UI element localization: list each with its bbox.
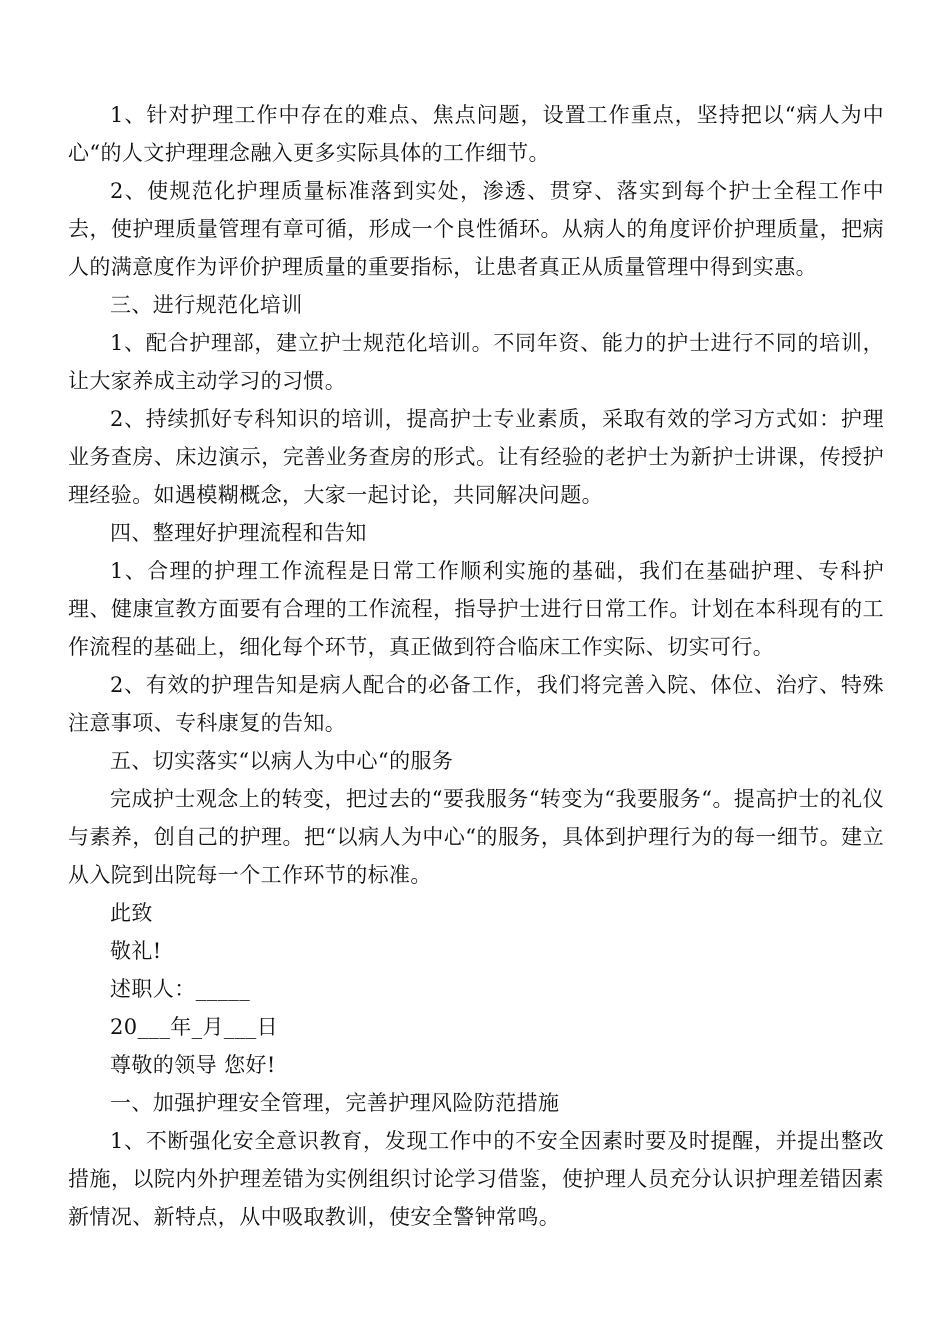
paragraph-8: 1、不断强化安全意识教育，发现工作中的不安全因素时要及时提醒，并提出整改措施，以院内外护理差错为实例组织讨论学习借鉴，使护理人员充分认识护理差错因素新情况、新特点，从中吸取教训，使安全警钟常鸣。: [68, 1129, 884, 1229]
section-heading-workflow: 四、整理好护理流程和告知: [110, 521, 367, 545]
section-heading-safety: 一、加强护理安全管理，完善护理风险防范措施: [110, 1091, 560, 1115]
paragraph-5: 1、合理的护理工作流程是日常工作顺利实施的基础，我们在基础护理、专科护理、健康宣教方面要有合理的工作流程，指导护士进行日常工作。计划在本科现有的工作流程的基础上，细化每个环节，真正做到符合临床工作实际、切实可行。: [68, 559, 884, 659]
paragraph-1: 1、针对护理工作中存在的难点、焦点问题，设置工作重点，坚持把以“病人为中心“的人文护理理念融入更多实际具体的工作细节。: [68, 103, 884, 165]
paragraph-3: 1、配合护理部，建立护士规范化培训。不同年资、能力的护士进行不同的培训，让大家养成主动学习的习惯。: [68, 331, 884, 393]
closing-salutation: 此致: [110, 901, 153, 925]
date-line: 20___年_月___日: [110, 1015, 279, 1039]
section-heading-training: 三、进行规范化培训: [110, 293, 303, 317]
paragraph-7: 完成护士观念上的转变，把过去的“要我服务“转变为“我要服务“。提高护士的礼仪与素养，创自己的护理。把“以病人为中心“的服务，具体到护理行为的每一细节。建立从入院到出院每一个工作环节的标准。: [68, 787, 884, 887]
closing-regards: 敬礼!: [110, 939, 162, 963]
paragraph-4: 2、持续抓好专科知识的培训，提高护士专业素质，采取有效的学习方式如：护理业务查房、床边演示，完善业务查房的形式。让有经验的老护士为新护士讲课，传授护理经验。如遇模糊概念，大家一起讨论，共同解决问题。: [68, 407, 884, 507]
signature-line: 述职人：_____: [110, 977, 251, 1001]
document-body: [68, 96, 884, 1236]
greeting: 尊敬的领导 您好!: [110, 1053, 276, 1077]
paragraph-6: 2、有效的护理告知是病人配合的必备工作，我们将完善入院、体位、治疗、特殊注意事项、专科康复的告知。: [68, 673, 884, 735]
paragraph-2: 2、使规范化护理质量标准落到实处，渗透、贯穿、落实到每个护士全程工作中去，使护理质量管理有章可循，形成一个良性循环。从病人的角度评价护理质量，把病人的满意度作为评价护理质量的重要指标，让患者真正从质量管理中得到实惠。: [68, 179, 884, 279]
section-heading-service: 五、切实落实“以病人为中心“的服务: [110, 749, 454, 773]
